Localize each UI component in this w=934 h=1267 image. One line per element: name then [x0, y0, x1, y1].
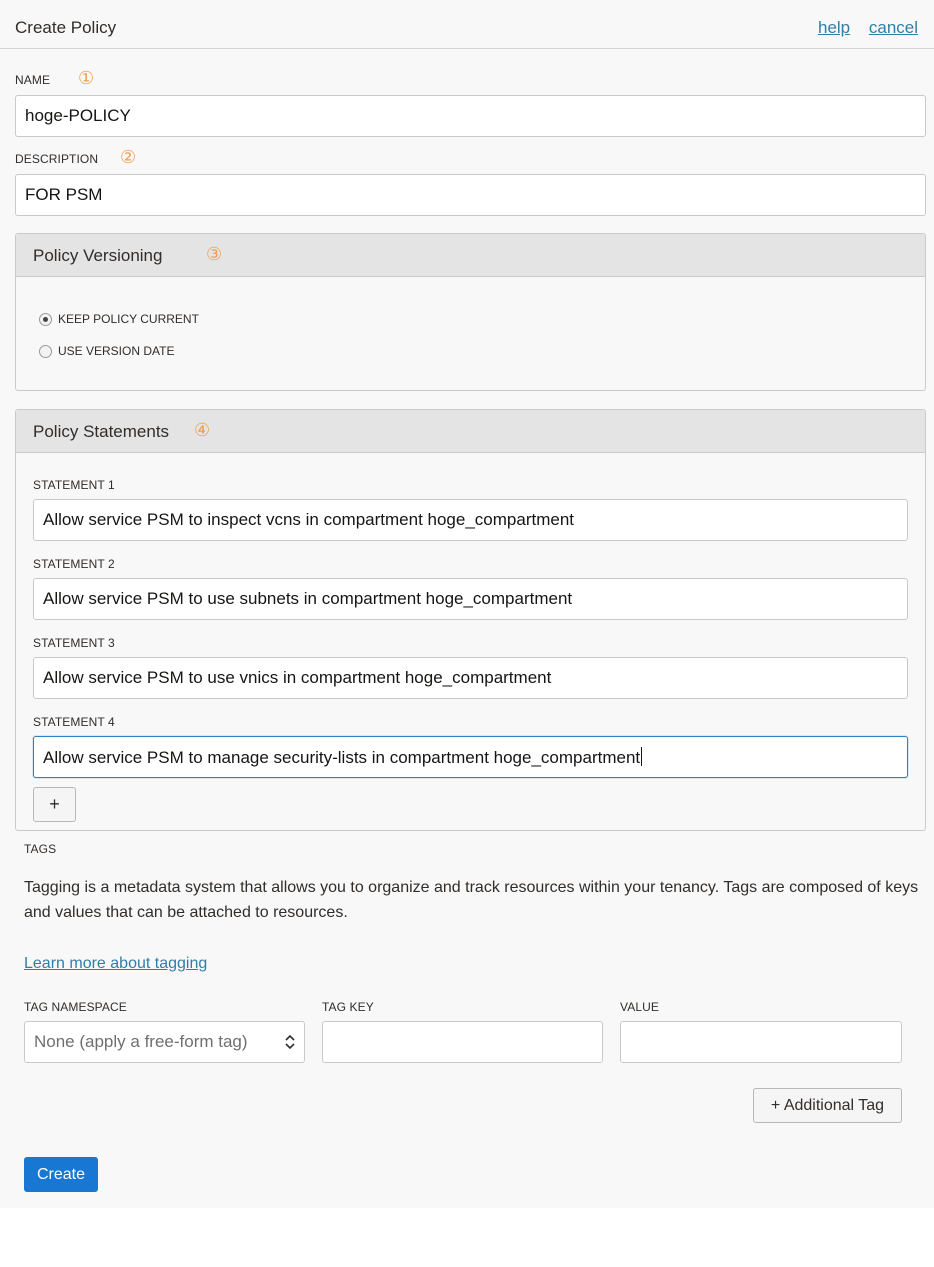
tags-label: TAGS [24, 842, 57, 856]
statement-3-input[interactable] [33, 657, 908, 699]
statement-1-input[interactable] [33, 499, 908, 541]
use-version-date-option[interactable] [39, 344, 174, 358]
statement-4-input[interactable] [33, 736, 908, 778]
statement-4-label: STATEMENT 4 [33, 715, 115, 729]
name-marker: ① [78, 68, 95, 88]
description-input[interactable] [15, 174, 926, 216]
name-label: NAME [15, 73, 51, 87]
learn-more-tagging-link[interactable]: Learn more about tagging [24, 955, 208, 972]
create-button[interactable]: Create [24, 1157, 98, 1192]
policy-versioning-title: Policy Versioning [33, 246, 163, 265]
policy-statements-title: Policy Statements [33, 422, 170, 441]
policy-statements-marker: ④ [194, 420, 211, 440]
text-caret [641, 747, 642, 766]
tag-namespace-label: TAG NAMESPACE [24, 1000, 127, 1014]
tag-namespace-value: None (apply a free-form tag) [34, 1032, 248, 1051]
statement-1-value: Allow service PSM to inspect vcns in compartment hoge_compartment [43, 510, 575, 529]
policy-statements-section [15, 409, 926, 831]
statement-2-value: Allow service PSM to use subnets in compartment hoge_compartment [43, 589, 573, 608]
description-label: DESCRIPTION [15, 152, 99, 166]
name-input-value: hoge-POLICY [25, 106, 131, 125]
policy-versioning-header [16, 234, 925, 277]
tag-key-input[interactable] [322, 1021, 603, 1063]
use-version-date-radio[interactable] [39, 345, 52, 358]
header-links [804, 18, 918, 38]
tag-key-label: TAG KEY [322, 1000, 374, 1014]
add-statement-button[interactable]: + [33, 787, 76, 822]
statement-4-value: Allow service PSM to manage security-lists in compartment hoge_compartment [43, 748, 641, 767]
keep-policy-current-label: KEEP POLICY CURRENT [58, 312, 199, 326]
tag-value-input[interactable] [620, 1021, 902, 1063]
panel-header [0, 0, 934, 49]
cancel-link[interactable]: cancel [868, 18, 918, 37]
policy-versioning-section [15, 233, 926, 391]
statement-2-label: STATEMENT 2 [33, 557, 115, 571]
policy-statements-header [16, 410, 925, 453]
help-link[interactable]: help [817, 18, 851, 37]
name-input[interactable] [15, 95, 926, 137]
page-title: Create Policy [15, 18, 117, 37]
statement-3-label: STATEMENT 3 [33, 636, 115, 650]
statement-1-label: STATEMENT 1 [33, 478, 115, 492]
statement-2-input[interactable] [33, 578, 908, 620]
keep-policy-current-option[interactable] [39, 312, 199, 326]
description-input-value: FOR PSM [25, 185, 103, 204]
select-updown-icon [284, 1032, 296, 1052]
description-marker: ② [120, 147, 137, 167]
keep-policy-current-radio[interactable] [39, 313, 52, 326]
tag-value-label: VALUE [620, 1000, 659, 1014]
tag-namespace-select[interactable] [24, 1021, 305, 1063]
additional-tag-button[interactable]: + Additional Tag [753, 1088, 902, 1123]
use-version-date-label: USE VERSION DATE [58, 344, 175, 358]
statement-3-value: Allow service PSM to use vnics in compartment hoge_compartment [43, 668, 552, 687]
tags-description: Tagging is a metadata system that allows you to organize and track resources within your tenancy. Tags are composed of keys and values that can be attached to resources. [24, 879, 919, 921]
policy-versioning-marker: ③ [206, 244, 223, 264]
page-background [0, 1208, 934, 1267]
